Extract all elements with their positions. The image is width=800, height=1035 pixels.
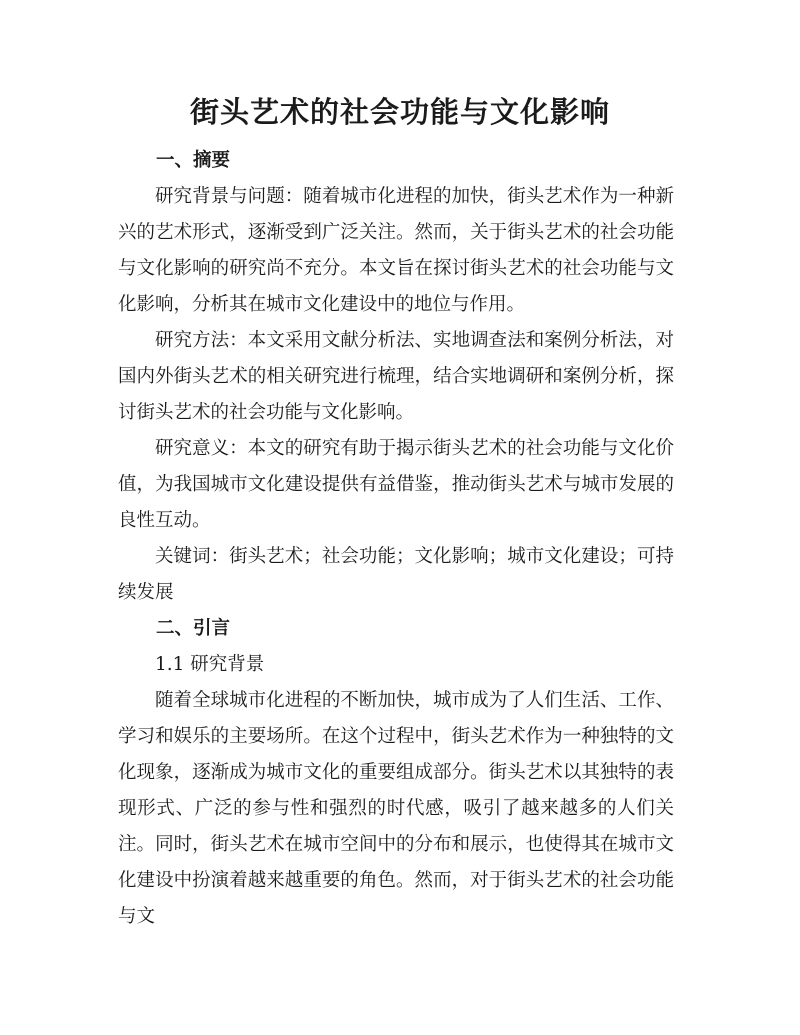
subsection-heading: 1.1 研究背景 — [155, 654, 265, 675]
abstract-significance-paragraph: 研究意义：本文的研究有助于揭示街头艺术的社会功能与文化价值，为我国城市文化建设提供有益借鉴，推动街头艺术与城市发展的良性互动。 — [118, 438, 674, 531]
keywords-paragraph: 关键词：街头艺术；社会功能；文化影响；城市文化建设；可持续发展 — [118, 546, 674, 603]
document-title: 街头艺术的社会功能与文化影响 — [189, 95, 610, 129]
background-paragraph: 随着全球城市化进程的不断加快，城市成为了人们生活、工作、学习和娱乐的主要场所。在这个过程中，街头艺术作为一种独特的文化现象，逐渐成为城市文化的重要组成部分。街头艺术以其独特的表现形式、广泛的参与性和强烈的时代感，吸引了越来越多的人们关注。同时，街头艺术在城市空间中的分布和展示，也使得其在城市文化建设中扮演着越来越重要的角色。然而，对于街头艺术的社会功能与文 — [118, 690, 674, 927]
abstract-methods-paragraph: 研究方法：本文采用文献分析法、实地调查法和案例分析法，对国内外街头艺术的相关研究进行梳理，结合实地调研和案例分析，探讨街头艺术的社会功能与文化影响。 — [118, 330, 674, 423]
intro-heading: 二、引言 — [156, 618, 231, 639]
document-body — [118, 143, 674, 935]
abstract-heading: 一、摘要 — [156, 150, 231, 171]
abstract-background-paragraph: 研究背景与问题：随着城市化进程的加快，街头艺术作为一种新兴的艺术形式，逐渐受到广泛关注。然而，关于街头艺术的社会功能与文化影响的研究尚不充分。本文旨在探讨街头艺术的社会功能与文化影响，分析其在城市文化建设中的地位与作用。 — [118, 186, 674, 315]
